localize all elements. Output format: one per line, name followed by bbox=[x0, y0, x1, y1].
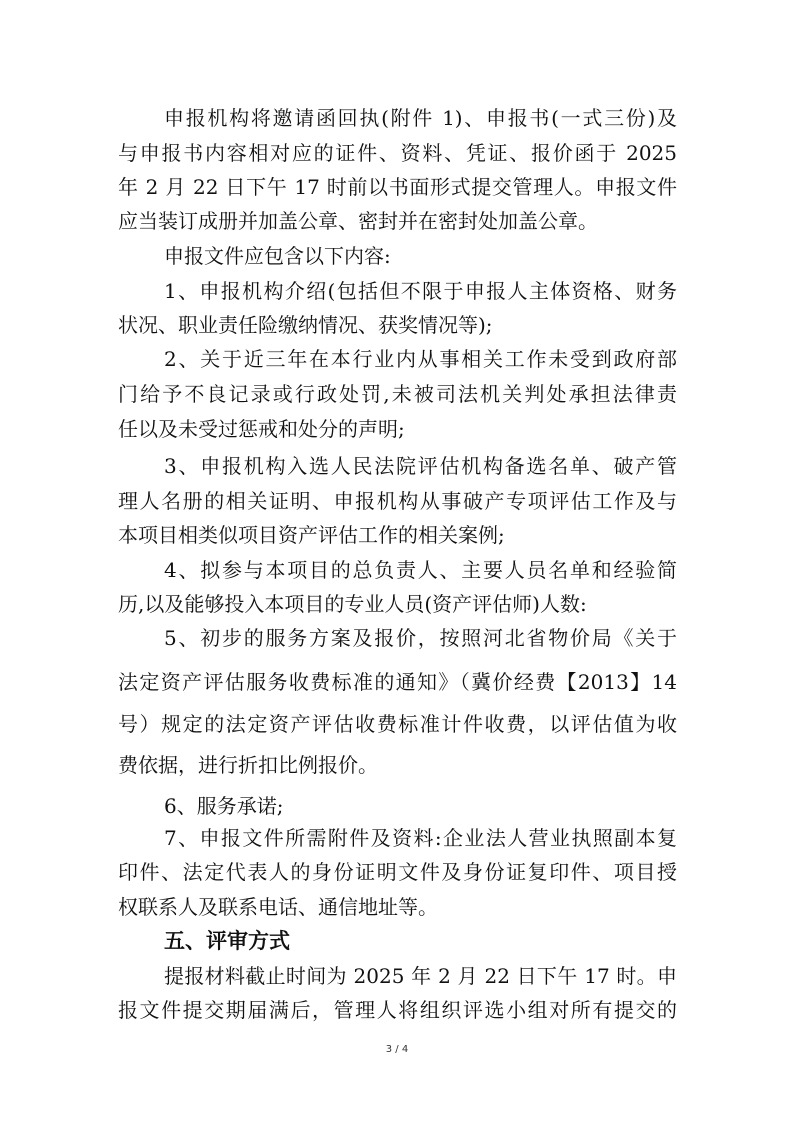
text-line: 申报机构将邀请函回执(附件 1)、申报书(一式三份)及 bbox=[164, 106, 677, 130]
text-line: 年 2 月 22 日下午 17 时前以书面形式提交管理人。申报文件 bbox=[118, 175, 677, 199]
text-line: 法定资产评估服务收费标准的通知》（冀价经费【2013】14 bbox=[118, 670, 677, 694]
text-line: 状况、职业责任险缴纳情况、获奖情况等); bbox=[118, 313, 493, 337]
text-line: 本项目相类似项目资产评估工作的相关案例; bbox=[118, 523, 505, 547]
text-line: 5、初步的服务方案及报价，按照河北省物价局《关于 bbox=[164, 626, 677, 650]
text-line: 任以及未受过惩戒和处分的声明; bbox=[118, 417, 405, 441]
page-number: 3 / 4 bbox=[385, 1044, 409, 1055]
text-line: 3、申报机构入选人民法院评估机构备选名单、破产管 bbox=[164, 454, 677, 478]
text-line: 权联系人及联系电话、通信地址等。 bbox=[118, 895, 438, 919]
text-line: 申报文件应包含以下内容: bbox=[164, 244, 391, 268]
text-line: 报文件提交期届满后，管理人将组织评选小组对所有提交的 bbox=[118, 998, 677, 1022]
section-heading: 五、评审方式 bbox=[164, 928, 290, 953]
text-line: 费依据，进行折扣比例报价。 bbox=[118, 753, 378, 777]
text-line: 7、申报文件所需附件及资料:企业法人营业执照副本复 bbox=[164, 826, 677, 850]
text-line: 提报材料截止时间为 2025 年 2 月 22 日下午 17 时。申 bbox=[164, 964, 677, 988]
text-line: 1、申报机构介绍(包括但不限于申报人主体资格、财务 bbox=[164, 279, 677, 303]
text-line: 印件、法定代表人的身份证明文件及身份证复印件、项目授 bbox=[118, 860, 677, 884]
text-line: 号）规定的法定资产评估收费标准计件收费，以评估值为收 bbox=[118, 712, 677, 736]
text-line: 2、关于近三年在本行业内从事相关工作未受到政府部 bbox=[164, 347, 677, 371]
text-line: 历,以及能够投入本项目的专业人员(资产评估师)人数: bbox=[118, 592, 587, 616]
text-line: 理人名册的相关证明、申报机构从事破产专项评估工作及与 bbox=[118, 489, 677, 513]
text-line: 4、拟参与本项目的总负责人、主要人员名单和经验简 bbox=[164, 558, 677, 582]
text-line: 门给予不良记录或行政处罚,未被司法机关判处承担法律责 bbox=[118, 382, 677, 406]
text-line: 6、服务承诺; bbox=[164, 794, 284, 818]
text-line: 与申报书内容相对应的证件、资料、凭证、报价函于 2025 bbox=[118, 141, 677, 165]
text-line: 应当装订成册并加盖公章、密封并在密封处加盖公章。 bbox=[118, 209, 598, 233]
